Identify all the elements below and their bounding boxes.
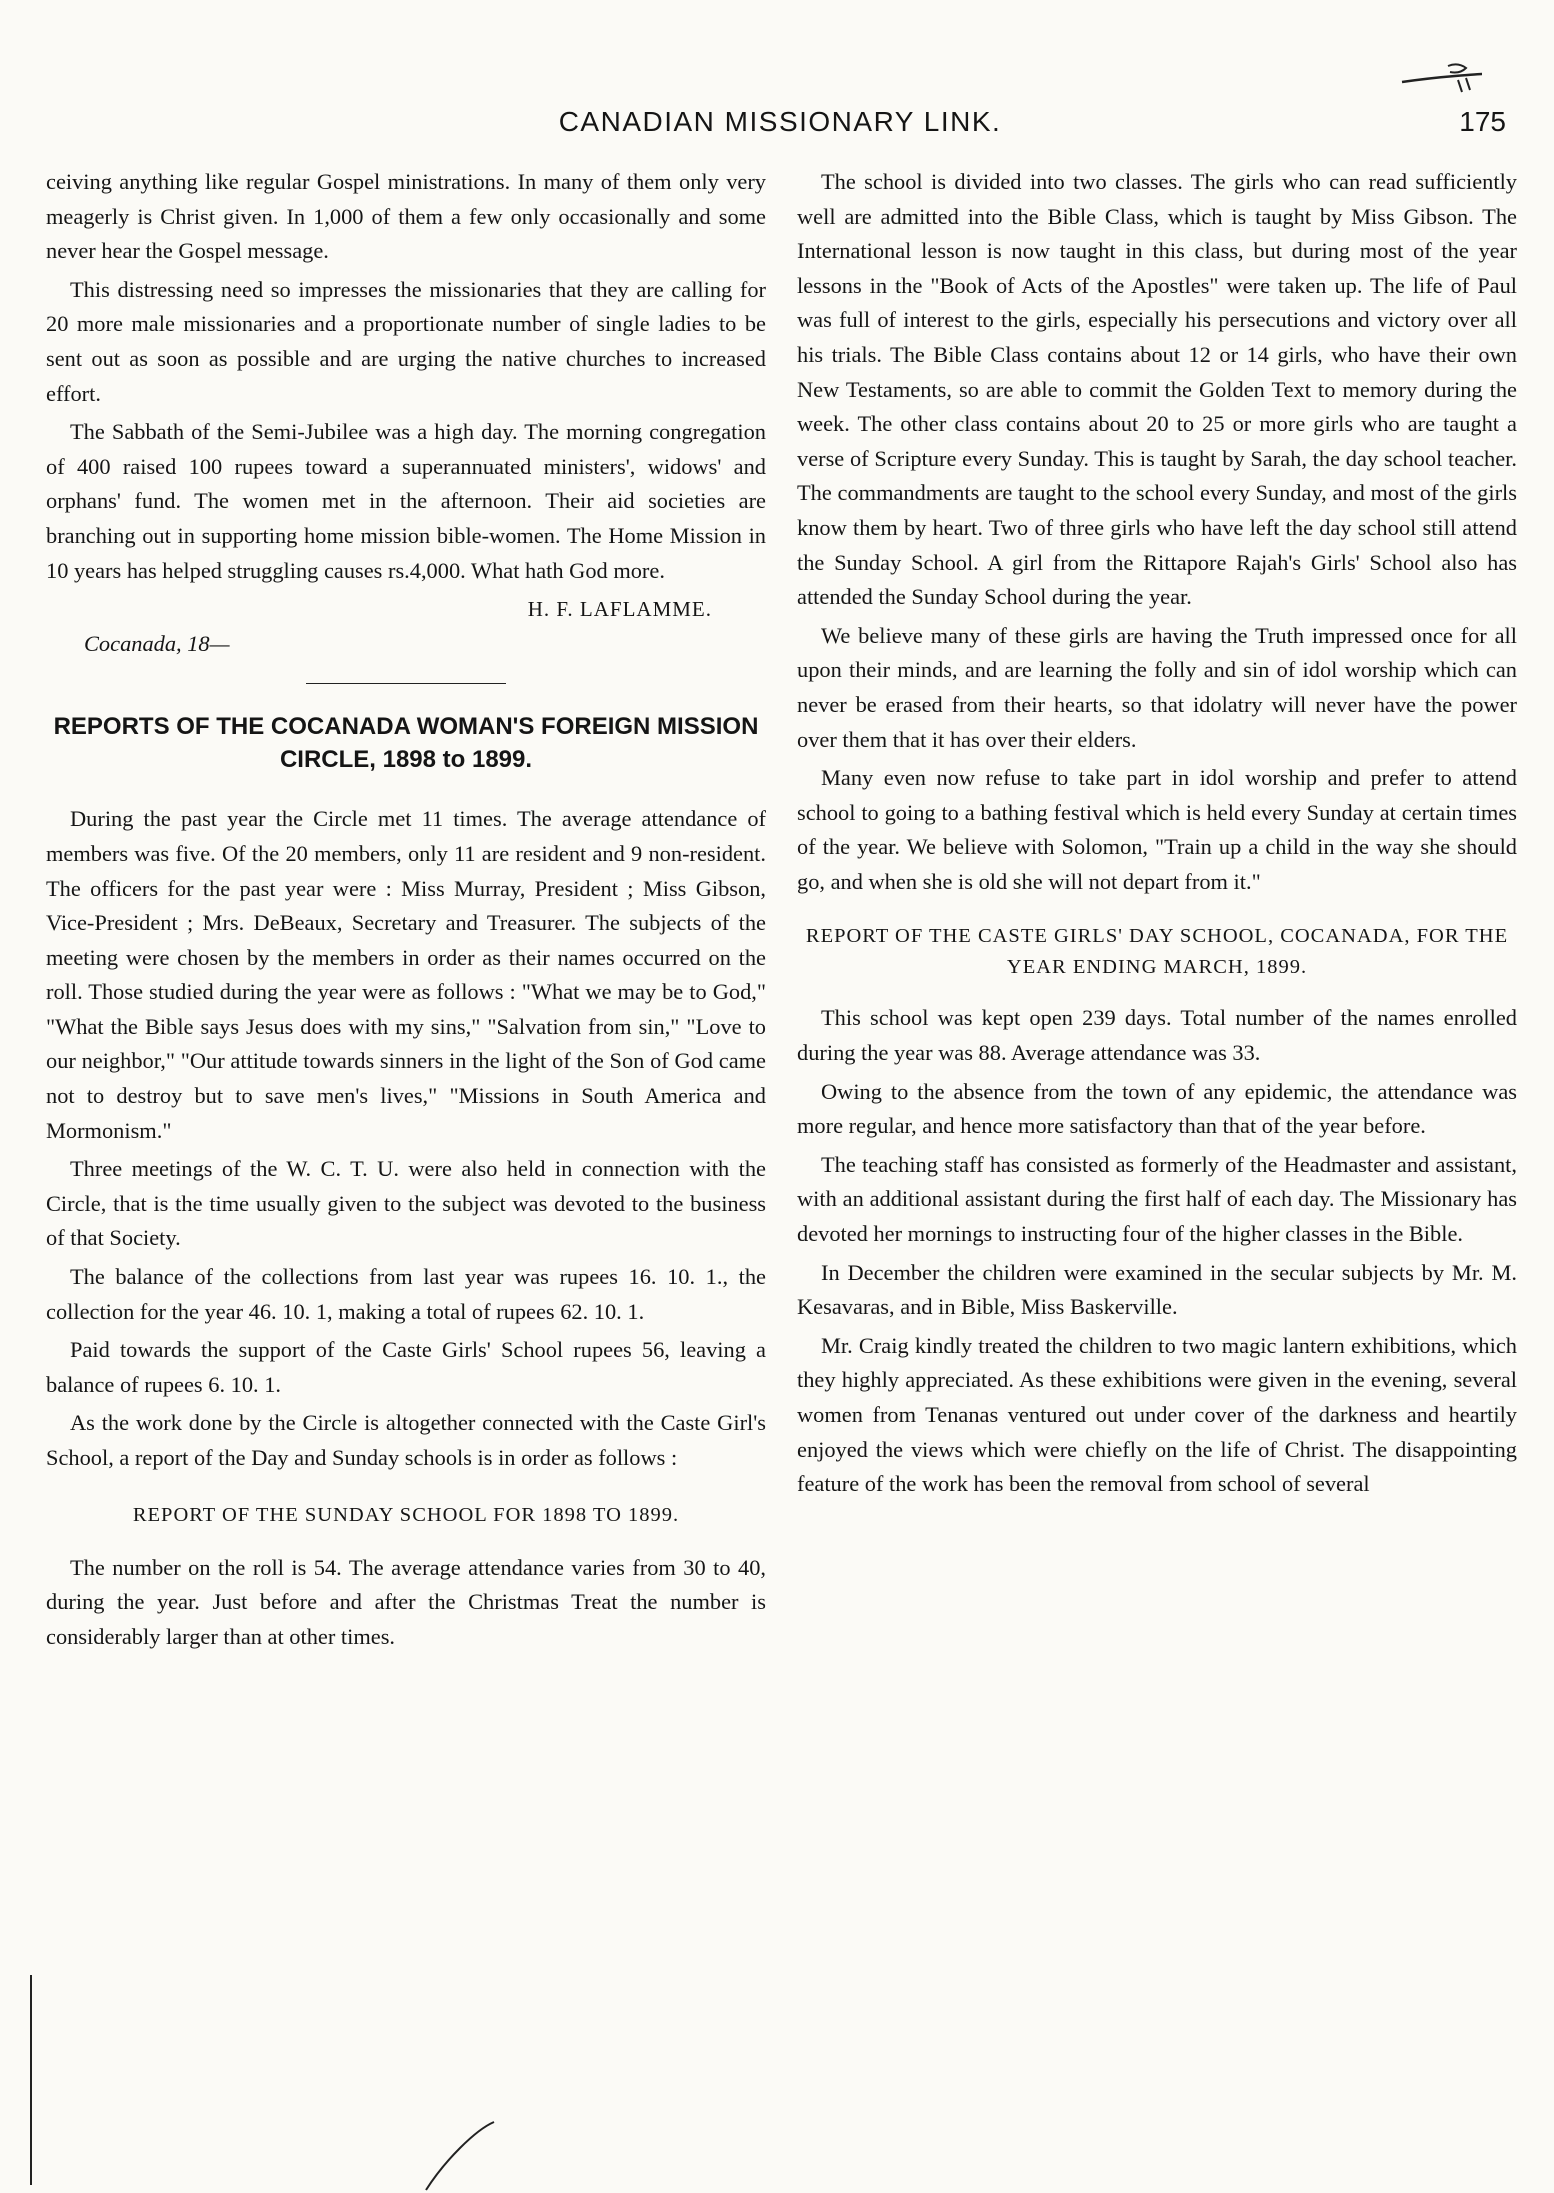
subsection-heading: REPORT OF THE CASTE GIRLS' DAY SCHOOL, COCANADA, FOR THE YEAR ENDING MARCH, 1899. bbox=[805, 925, 1509, 979]
paragraph: In December the children were examined in the secular subjects by Mr. M. Kesavaras, and in Bible, Miss Baskerville. bbox=[797, 1259, 1517, 1320]
paragraph: ceiving anything like regular Gospel ministrations. In many of them only very meagerly is Christ given. In 1,000 of them a few only occasionally and some never hear the Gospel message. bbox=[46, 169, 766, 264]
right-column bbox=[797, 165, 1517, 1506]
paragraph: The number on the roll is 54. The average attendance varies from 30 to 40, during the year. Just before and after the Christmas Treat the number is considerably larger than at other times. bbox=[46, 1554, 766, 1649]
paragraph: The teaching staff has consisted as formerly of the Headmaster and assistant, with an additional assistant during the first half of each day. The Missionary has devoted her mornings to instructing four of the higher classes in the Bible. bbox=[797, 1151, 1517, 1247]
paragraph: The balance of the collections from last year was rupees 16. 10. 1., the collection for the year 46. 10. 1, making a total of rupees 62. 10. 1. bbox=[46, 1264, 766, 1324]
page-number: 175 bbox=[1459, 106, 1506, 137]
paragraph: Three meetings of the W. C. T. U. were also held in connection with the Circle, that is the time usually given to the subject was devoted to the business of that Society. bbox=[46, 1156, 766, 1251]
left-column bbox=[46, 165, 766, 1658]
paragraph: We believe many of these girls are having the Truth impressed once for all upon their minds, and are learning the folly and sin of idol worship which can never be erased from their hearts, so that idolatry will never have the power over them that it has over their elders. bbox=[797, 622, 1517, 752]
section-divider bbox=[306, 683, 506, 684]
paragraph: This distressing need so impresses the missionaries that they are calling for 20 more male missionaries and a proportionate number of single ladies to be sent out as soon as possible and are urging the native churches to increased effort. bbox=[46, 276, 766, 406]
pencil-stroke-mark bbox=[420, 2118, 500, 2193]
paragraph: The Sabbath of the Semi-Jubilee was a high day. The morning congregation of 400 raised 100 rupees toward a superannuated ministers', widows' and orphans' fund. The women met in the afternoon. Their aid societies are branching out in supporting home mission bible-women. The Home Mission in 10 years has helped struggling causes rs.4,000. What hath God more. bbox=[46, 419, 766, 583]
section-heading: REPORTS OF THE COCANADA WOMAN'S FOREIGN MISSION CIRCLE, 1898 to 1899. bbox=[53, 713, 759, 774]
running-title: CANADIAN MISSIONARY LINK. bbox=[558, 106, 1002, 137]
paragraph: This school was kept open 239 days. Total number of the names enrolled during the year was 88. Average attendance was 33. bbox=[797, 1005, 1517, 1066]
subsection-heading: REPORT OF THE SUNDAY SCHOOL FOR 1898 TO 1899. bbox=[132, 1503, 680, 1526]
place-date-line: Cocanada, 18— bbox=[84, 630, 230, 656]
paragraph: Mr. Craig kindly treated the children to two magic lantern exhibitions, which they highly appreciated. As these exhibitions were given in the evening, several women from Tenanas ventured out under cover of the darkness and heartily enjoyed the views which were chiefly on the life of Christ. The disappointing feature of the work has been the removal from school of several bbox=[797, 1332, 1517, 1497]
handwritten-corner-mark bbox=[1400, 58, 1485, 98]
paragraph: Many even now refuse to take part in idol worship and prefer to attend school to going to a bathing festival which is held every Sunday at certain times of the year. We believe with Solomon, "Train up a child in the way she should go, and when she is old she will not depart from it." bbox=[797, 765, 1517, 894]
author-signature: H. F. LAFLAMME. bbox=[527, 597, 712, 622]
page-header bbox=[40, 100, 1520, 150]
paragraph: During the past year the Circle met 11 times. The average attendance of members was five. Of the 20 members, only 11 are resident and 9 non-resident. The officers for the past year were : Miss Murray, President ; Miss Gibson, Vice-President ; Mrs. DeBeaux, Secretary and Treasurer. The subjects of the meeting were chosen by the members in order as their names occurred on the roll. Those studied during the year were as follows : "What we may be to God," "What the Bible says Jesus does with my sins," "Salvation from sin," "Love to our neighbor," "Our attitude towards sinners in the light of the Son of God came not to destroy but to save men's lives," "Missions in South America and Mormonism." bbox=[46, 806, 766, 1143]
paragraph: Paid towards the support of the Caste Girls' School rupees 56, leaving a balance of rupees 6. 10. 1. bbox=[46, 1337, 766, 1397]
paragraph: As the work done by the Circle is altogether connected with the Caste Girl's School, a report of the Day and Sunday schools is in order as follows : bbox=[46, 1410, 766, 1470]
margin-line bbox=[30, 1975, 32, 2185]
paragraph: The school is divided into two classes. The girls who can read sufficiently well are admitted into the Bible Class, which is taught by Miss Gibson. The International lesson is now taught in this class, but during most of the year lessons in the "Book of Acts of the Apostles" were taken up. The life of Paul was full of interest to the girls, especially his persecutions and victory over all his trials. The Bible Class contains about 12 or 14 girls, who have their own New Testaments, so are able to commit the Golden Text to memory during the week. The other class contains about 20 to 25 or more girls who are taught a verse of Scripture every Sunday. This is taught by Sarah, the day school teacher. The commandments are taught to the school every Sunday, and most of the girls know them by heart. Two of three girls who have left the day school still attend the Sunday School. A girl from the Rittapore Rajah's Girls' School also has attended the Sunday School during the year. bbox=[797, 169, 1517, 610]
paragraph: Owing to the absence from the town of any epidemic, the attendance was more regular, and hence more satisfactory than that of the year before. bbox=[797, 1078, 1517, 1139]
